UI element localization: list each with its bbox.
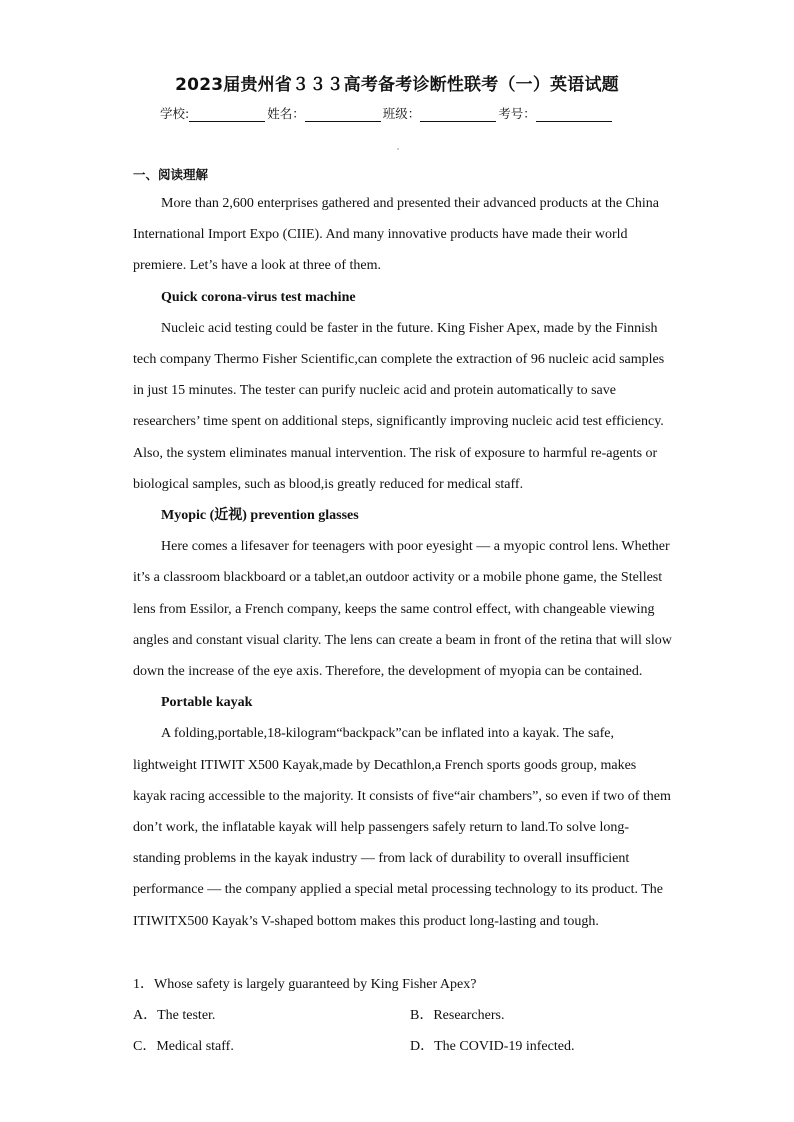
item2-text: Here comes a lifesaver for teenagers with poor eyesight — a myopic control lens. Whether it’s a classroom blackboard or a tablet,an outdoor activity or a mobile phone game, the Stellest lens from Essilor, a French company, keeps the same control effect, with changeable viewing angles and constant visual clarity. The lens can create a beam in front of the retina that will slow down the increase of the eye axis. Therefore, the development of myopia can be contained. [133,539,672,680]
school-label: 学校: [160,106,190,121]
question-1-stem: 1．Whose safety is largely guaranteed by King Fisher Apex? [133,977,477,992]
school-blank[interactable] [189,107,265,122]
option-a[interactable]: A．The tester. [133,1008,216,1023]
option-c[interactable]: C．Medical staff. [133,1039,234,1054]
number-label: 考号： [498,106,536,121]
item1-title: Quick corona-virus test machine [161,289,356,305]
item3-title: Portable kayak [161,695,253,711]
stray-mark [397,148,399,150]
class-blank[interactable] [420,107,496,122]
name-label: 姓名： [267,106,305,121]
item2-title: Myopic (近视) prevention glasses [161,508,359,524]
name-blank[interactable] [305,107,381,122]
passage-intro: More than 2,600 enterprises gathered and presented their advanced products at the China International Import Expo (CIIE). And many innovative products have made their world premiere. Let’s have a look at three of them. [133,196,659,274]
reading-passage [133,188,673,937]
class-label: 班级： [382,106,421,121]
option-d[interactable]: D．The COVID-19 infected. [410,1039,575,1054]
section-heading: 一、阅读理解 [133,167,209,182]
exam-title: 2023届贵州省３３３高考备考诊断性联考（一）英语试题 [175,75,619,95]
item3-text: A folding,portable,18-kilogram“backpack”can be inflated into a kayak. The safe, lightweight ITIWIT X500 Kayak,made by Decathlon,a French sports goods group, makes kayak racing accessible to the majority. It consists of five“air chambers”, so even if two of them don’t work, the inflatable kayak will help passengers safely return to land.To solve long-standing problems in the kayak industry — from lack of durability to overall insufficient performance — the company applied a special metal processing technology to its product. The ITIWITX500 Kayak’s V-shaped bottom makes this product long-lasting and tough. [133,726,671,929]
number-blank[interactable] [536,107,612,122]
option-b[interactable]: B．Researchers. [410,1008,505,1023]
item1-text: Nucleic acid testing could be faster in the future. King Fisher Apex, made by the Finnish tech company Thermo Fisher Scientific,can complete the extraction of 96 nucleic acid samples in just 15 minutes. The tester can purify nucleic acid and protein automatically to save researchers’ time spent on additional steps, significantly improving nucleic acid test efficiency. Also, the system eliminates manual intervention. The risk of exposure to harmful re-agents or biological samples, such as blood,is greatly reduced for medical staff. [133,320,665,492]
student-info-row [160,104,614,122]
